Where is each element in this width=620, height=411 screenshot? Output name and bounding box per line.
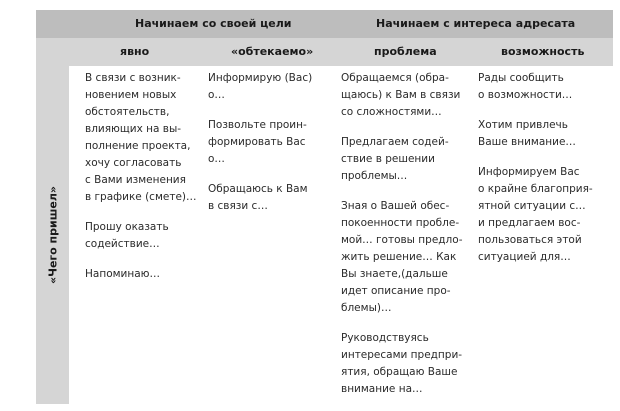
column-vague xyxy=(208,70,323,228)
header-group-own-goal: Начинаем со своей цели xyxy=(135,17,292,30)
phrase-item: Обращаюсь к Вам в связи с… xyxy=(208,183,308,212)
header-row-groups xyxy=(36,10,613,38)
phrase-item: Хотим привлечь Ваше внимание… xyxy=(478,119,576,148)
column-explicit xyxy=(85,70,200,296)
phrase-item: Обращаемся (обра- щаюсь) к Вам в связи со сложностями… xyxy=(341,72,461,118)
phrase-item: Информируем Вас о крайне благоприя- ятной ситуации с… и предлагаем вос- пользоваться этой ситуацией для… xyxy=(478,166,593,263)
column-problem xyxy=(341,70,466,411)
subheader-opportunity: возможность xyxy=(501,45,585,58)
phrase-item: Руководствуясь интересами предпри- ятия, обращаю Ваше внимание на… xyxy=(341,332,463,395)
phrase-item: Информирую (Вас) о… xyxy=(208,72,313,101)
subheader-problem: проблема xyxy=(374,45,437,58)
side-label: «Чего пришел» xyxy=(46,185,59,285)
header-row-subgroups xyxy=(36,38,613,66)
phrase-item: В связи с возник- новением новых обстоятельств, влияющих на вы- полнение проекта, хочу согласовать с Вами изменения в графике (смете)… xyxy=(85,72,197,203)
column-opportunity xyxy=(478,70,608,279)
phrase-item: Позвольте проин- формировать Вас о… xyxy=(208,119,307,165)
phrase-item: Предлагаем содей- ствие в решении проблемы… xyxy=(341,136,449,182)
subheader-vague: «обтекаемо» xyxy=(231,45,314,58)
phrase-item: Зная о Вашей обес- покоенности пробле- мой… готовы предло- жить решение… Как Вы знаете,(дальше идет описание про- блемы)… xyxy=(341,200,463,314)
phrase-item: Прошу оказать содействие… xyxy=(85,221,169,250)
header-group-recipient-interest: Начинаем с интереса адресата xyxy=(376,17,576,30)
phrase-item: Рады сообщить о возможности… xyxy=(478,72,573,101)
phrase-item: Напоминаю… xyxy=(85,268,161,280)
subheader-explicit: явно xyxy=(120,45,150,58)
side-label-cell xyxy=(36,66,69,404)
